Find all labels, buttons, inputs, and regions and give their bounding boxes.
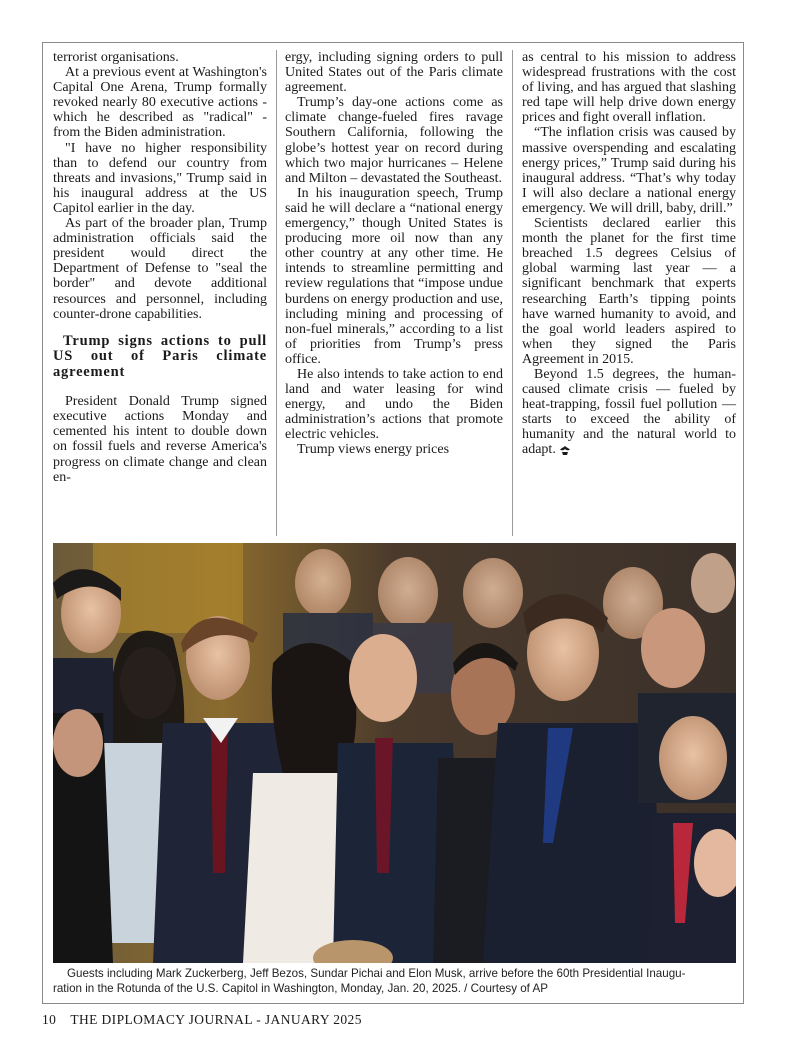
caption-line: Guests including Mark Zuckerberg, Jeff Bezos, Sundar Pichai and Elon Musk, arrive before the 60th Presidential Inaugu-: [67, 967, 686, 980]
page-number: 10: [42, 1012, 57, 1027]
paragraph: As part of the broader plan, Trump administration officials said the president would direct the Department of Defense to "seal the border" and devote additional resources and personnel, including counter-drone capabilities.: [53, 216, 267, 322]
paragraph: President Donald Trump signed executive actions Monday and cemented his intent to double down on fossil fuels and reverse America's progress on climate change and clean en-: [53, 394, 267, 485]
article-column-2: [285, 50, 503, 458]
paragraph: In his inauguration speech, Trump said he will declare a “national energy emergency,” though United States is producing more oil now than any other country at any other time. He intends to streamline permitting and review regulations that “impose undue burdens on energy production and use, including mining and processing of non-fuel minerals,” according to a list of priorities from Trump’s press office.: [285, 185, 503, 367]
paragraph: as central to his mission to address widespread frustrations with the cost of living, and has argued that slashing red tape will help drive down energy prices and fight overall inflation.: [522, 50, 736, 126]
publication-name: THE DIPLOMACY JOURNAL - JANUARY 2025: [70, 1012, 362, 1027]
paragraph: Trump’s day-one actions come as climate change-fueled fires ravage Southern California, following the globe’s hottest year on record during which two major hurricanes – Helene and Milton – devastated the Southeast.: [285, 95, 503, 186]
paragraph: Scientists declared earlier this month the planet for the first time breached 1.5 degrees Celsius of global warming last year — a significant benchmark that experts researching Earth’s tipping points have warned humanity to avoid, and the goal world leaders aspired to when they signed the Paris Agreement in 2015.: [522, 216, 736, 367]
paragraph: “The inflation crisis was caused by massive overspending and escalating energy prices,” Trump said during his inaugural address. “That’s why today I will also declare a national energy emergency. We will drill, baby, drill.”: [522, 125, 736, 216]
article-column-3: [522, 50, 736, 458]
section-subheading: Trump signs actions to pull US out of Paris climate agreement: [53, 332, 267, 380]
paragraph: ergy, including signing orders to pull United States out of the Paris climate agreement.: [285, 50, 503, 96]
paragraph-text: Beyond 1.5 degrees, the human-caused climate crisis — fueled by heat-trapping, fossil fuel pollution — starts to exceed the ability of humanity and the natural world to adapt.: [522, 366, 736, 458]
caption-line: ration in the Rotunda of the U.S. Capitol in Washington, Monday, Jan. 20, 2025. / Courtesy of AP: [53, 982, 548, 995]
paragraph: "I have no higher responsibility than to defend our country from threats and invasions," Trump said in his inaugural address at the US Capitol earlier in the day.: [53, 140, 267, 216]
paragraph: Trump views energy prices: [297, 442, 450, 458]
paragraph: At a previous event at Washington's Capital One Arena, Trump formally revoked nearly 80 executive actions - which he described as "radical" - from the Biden administration.: [53, 65, 267, 141]
paragraph: He also intends to take action to end land and water leasing for wind energy, and undo the Biden administration’s actions that promote electric vehicles.: [285, 366, 503, 443]
paragraph: [522, 367, 736, 458]
page-footer: [42, 1012, 362, 1028]
photo-caption: [53, 966, 736, 996]
news-photo: [53, 543, 736, 963]
paragraph: terrorist organisations.: [53, 50, 179, 65]
column-divider: [276, 50, 277, 536]
column-divider: [512, 50, 513, 536]
end-of-article-icon: [559, 445, 571, 456]
article-column-1: [53, 50, 267, 485]
